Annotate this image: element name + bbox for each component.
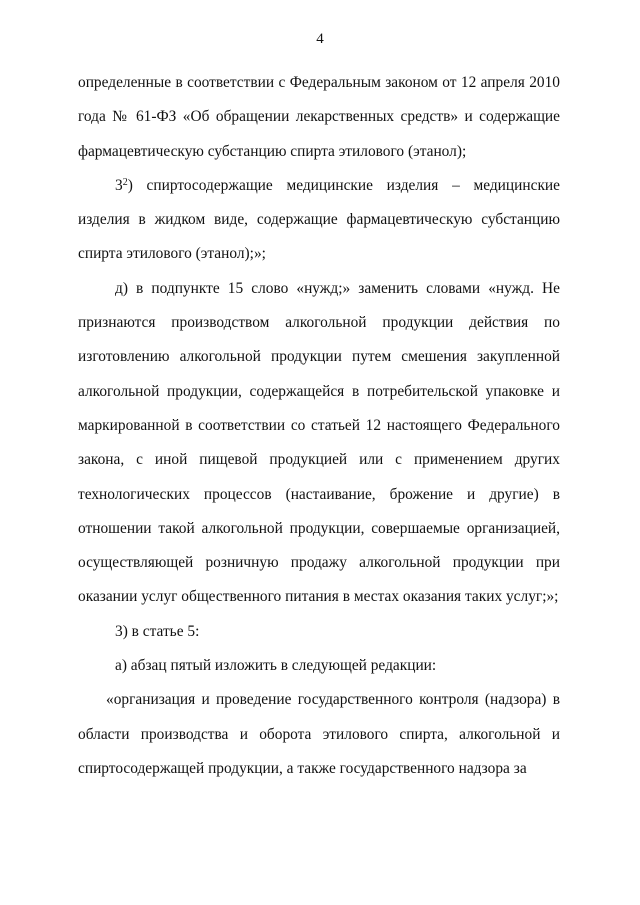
paragraph-subitem-d: д) в подпункте 15 слово «нужд;» заменить словами «нужд. Не признаются производством алкогольной продукции действия по изготовлению алкогольной продукции путем смешения закупленной алкогольной продукции, содержащейся в потребительской упаковке и маркированной в соответствии со статьей 12 настоящего Федерального закона, с иной пищевой продукцией или с применением других технологических процессов (настаивание, брожение и другие) в отношении такой алкогольной продукции, совершаемые организацией, осуществляющей розничную продажу алкогольной продукции при оказании услуг общественного питания в местах оказания таких услуг;»; (78, 279, 560, 606)
paragraph-quoted-amendment: «организация и проведение государственного контроля (надзора) в области производства и оборота этилового спирта, алкогольной и спиртосодержащей продукции, а также государственного надзора за (78, 691, 560, 777)
paragraph-item-3: 3) в статье 5: (115, 622, 200, 640)
page-number: 4 (316, 31, 324, 47)
paragraph-continuation: определенные в соответствии с Федеральным законом от 12 апреля 2010 года № 61-ФЗ «Об обращении лекарственных средств» и содержащие фармацевтическую субстанцию спирта этилового (этанол); (78, 74, 560, 160)
document-body (78, 66, 560, 786)
item-text: ) спиртосодержащие медицинские изделия – медицинские изделия в жидком виде, содержащие фармацевтическую субстанцию спирта этилового (этанол);»; (78, 176, 560, 263)
item-superscript: 2 (122, 176, 128, 188)
item-number: 3 (115, 176, 123, 194)
paragraph-subitem-a: а) абзац пятый изложить в следующей редакции: (115, 657, 437, 675)
paragraph-item-3-2 (78, 169, 560, 272)
